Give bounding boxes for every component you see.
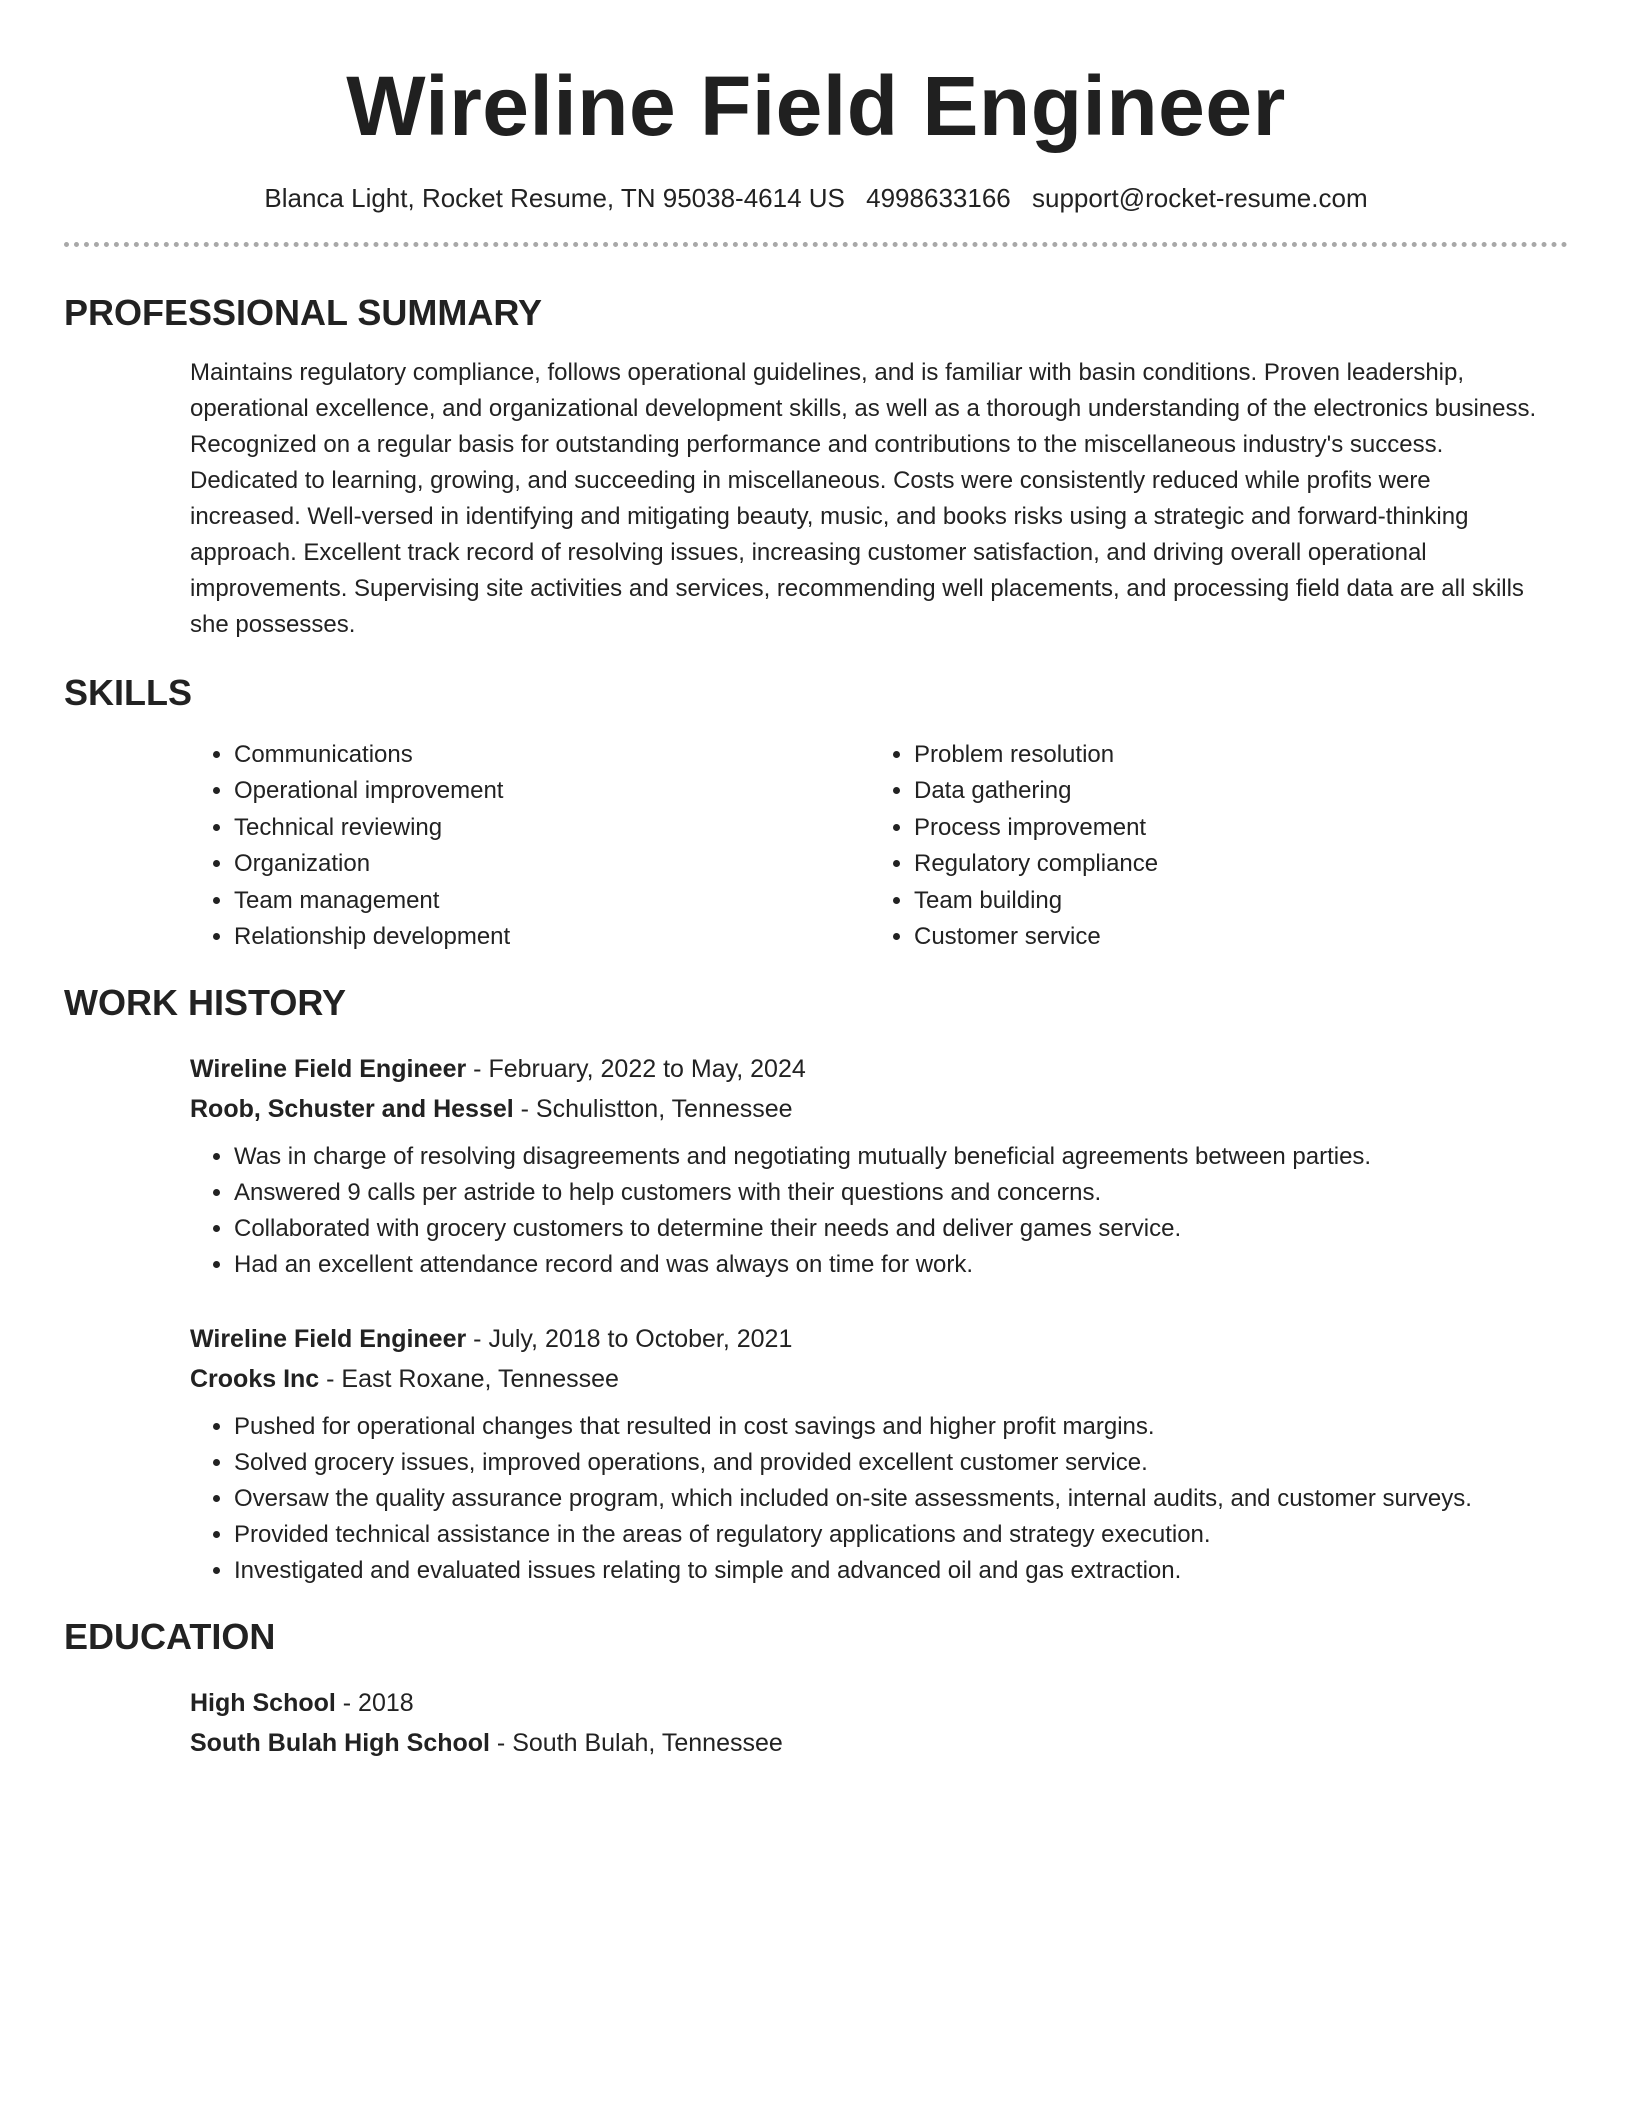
job-title-line [190,1319,1568,1359]
job-bullet: • Was in charge of resolving disagreements and negotiating mutually beneficial agreements between parties. [234,1139,1568,1175]
job-company: Roob, Schuster and Hessel [190,1095,514,1124]
job-entry [64,1049,1568,1283]
skill-item: • Team building [914,883,1514,919]
section-heading-summary: PROFESSIONAL SUMMARY [64,292,543,333]
education-location: - South Bulah, Tennessee [489,1729,783,1758]
section-heading-skills: SKILLS [64,672,193,713]
job-company-line [190,1359,1568,1399]
skill-item: • Data gathering [914,773,1514,809]
job-bullet: • Provided technical assistance in the areas of regulatory applications and strategy execution. [234,1517,1568,1553]
skill-item: • Process improvement [914,810,1514,846]
section-heading-work: WORK HISTORY [64,982,347,1024]
job-entry [64,1319,1568,1589]
job-dates: - July, 2018 to October, 2021 [466,1325,793,1354]
skill-item: • Regulatory compliance [914,846,1514,882]
job-bullet: • Collaborated with grocery customers to determine their needs and deliver games service. [234,1211,1568,1247]
job-bullet: • Had an excellent attendance record and was always on time for work. [234,1247,1568,1283]
skill-item: • Team management [234,883,870,919]
skills-list [64,737,1568,955]
skill-item: • Operational improvement [234,773,870,809]
job-bullet: • Investigated and evaluated issues relating to simple and advanced oil and gas extraction. [234,1553,1568,1589]
skill-item: • Technical reviewing [234,810,870,846]
resume-title: Wireline Field Engineer [346,59,1286,153]
job-title-line [190,1049,1568,1089]
job-bullet: • Pushed for operational changes that resulted in cost savings and higher profit margins. [234,1409,1568,1445]
skills-column-left [190,737,870,955]
job-bullets [190,1139,1568,1283]
section-heading-education: EDUCATION [64,1616,276,1658]
skill-item: • Communications [234,737,870,773]
job-bullet: • Answered 9 calls per astride to help customers with their questions and concerns. [234,1175,1568,1211]
skill-item: • Organization [234,846,870,882]
contact-address: Blanca Light, Rocket Resume, TN 95038-4614 US [264,183,845,213]
skill-item: • Problem resolution [914,737,1514,773]
job-location: - East Roxane, Tennessee [319,1365,619,1394]
skill-item: • Relationship development [234,919,870,955]
contact-line [64,180,1568,216]
summary-text: Maintains regulatory compliance, follows operational guidelines, and is familiar with basin conditions. Proven leadership, operational excellence, and organizational development skills, as well as a thorough understanding of the electronics business. Recognized on a regular basis for outstanding performance and contributions to the miscellaneous industry's success. Dedicated to learning, growing, and succeeding in miscellaneous. Costs were consistently reduced while profits were increased. Well-versed in identifying and mitigating beauty, music, and books risks using a strategic and forward-thinking approach. Excellent track record of resolving issues, increasing customer satisfaction, and driving overall operational improvements. Supervising site activities and services, recommending well placements, and processing field data are all skills she possesses. [190,359,1537,638]
header-divider [64,242,1568,247]
job-dates: - February, 2022 to May, 2024 [466,1055,806,1084]
job-company-line [190,1089,1568,1129]
job-company: Crooks Inc [190,1365,320,1394]
education-degree: High School [190,1689,336,1718]
education-degree-line [190,1683,1568,1723]
education-school: South Bulah High School [190,1729,490,1758]
job-bullet: • Oversaw the quality assurance program, which included on-site assessments, internal audits, and customer surveys. [234,1481,1568,1517]
skills-column-right [870,737,1514,955]
job-title: Wireline Field Engineer [190,1325,467,1354]
job-location: - Schulistton, Tennessee [513,1095,793,1124]
skill-item: • Customer service [914,919,1514,955]
job-bullet: • Solved grocery issues, improved operations, and provided excellent customer service. [234,1445,1568,1481]
education-entry [64,1683,1568,1763]
education-school-line [190,1723,1568,1763]
education-year: - 2018 [335,1689,414,1718]
contact-phone: 4998633166 [866,183,1011,213]
job-title: Wireline Field Engineer [190,1055,467,1084]
job-bullets [190,1409,1568,1589]
contact-email: support@rocket-resume.com [1031,183,1368,213]
